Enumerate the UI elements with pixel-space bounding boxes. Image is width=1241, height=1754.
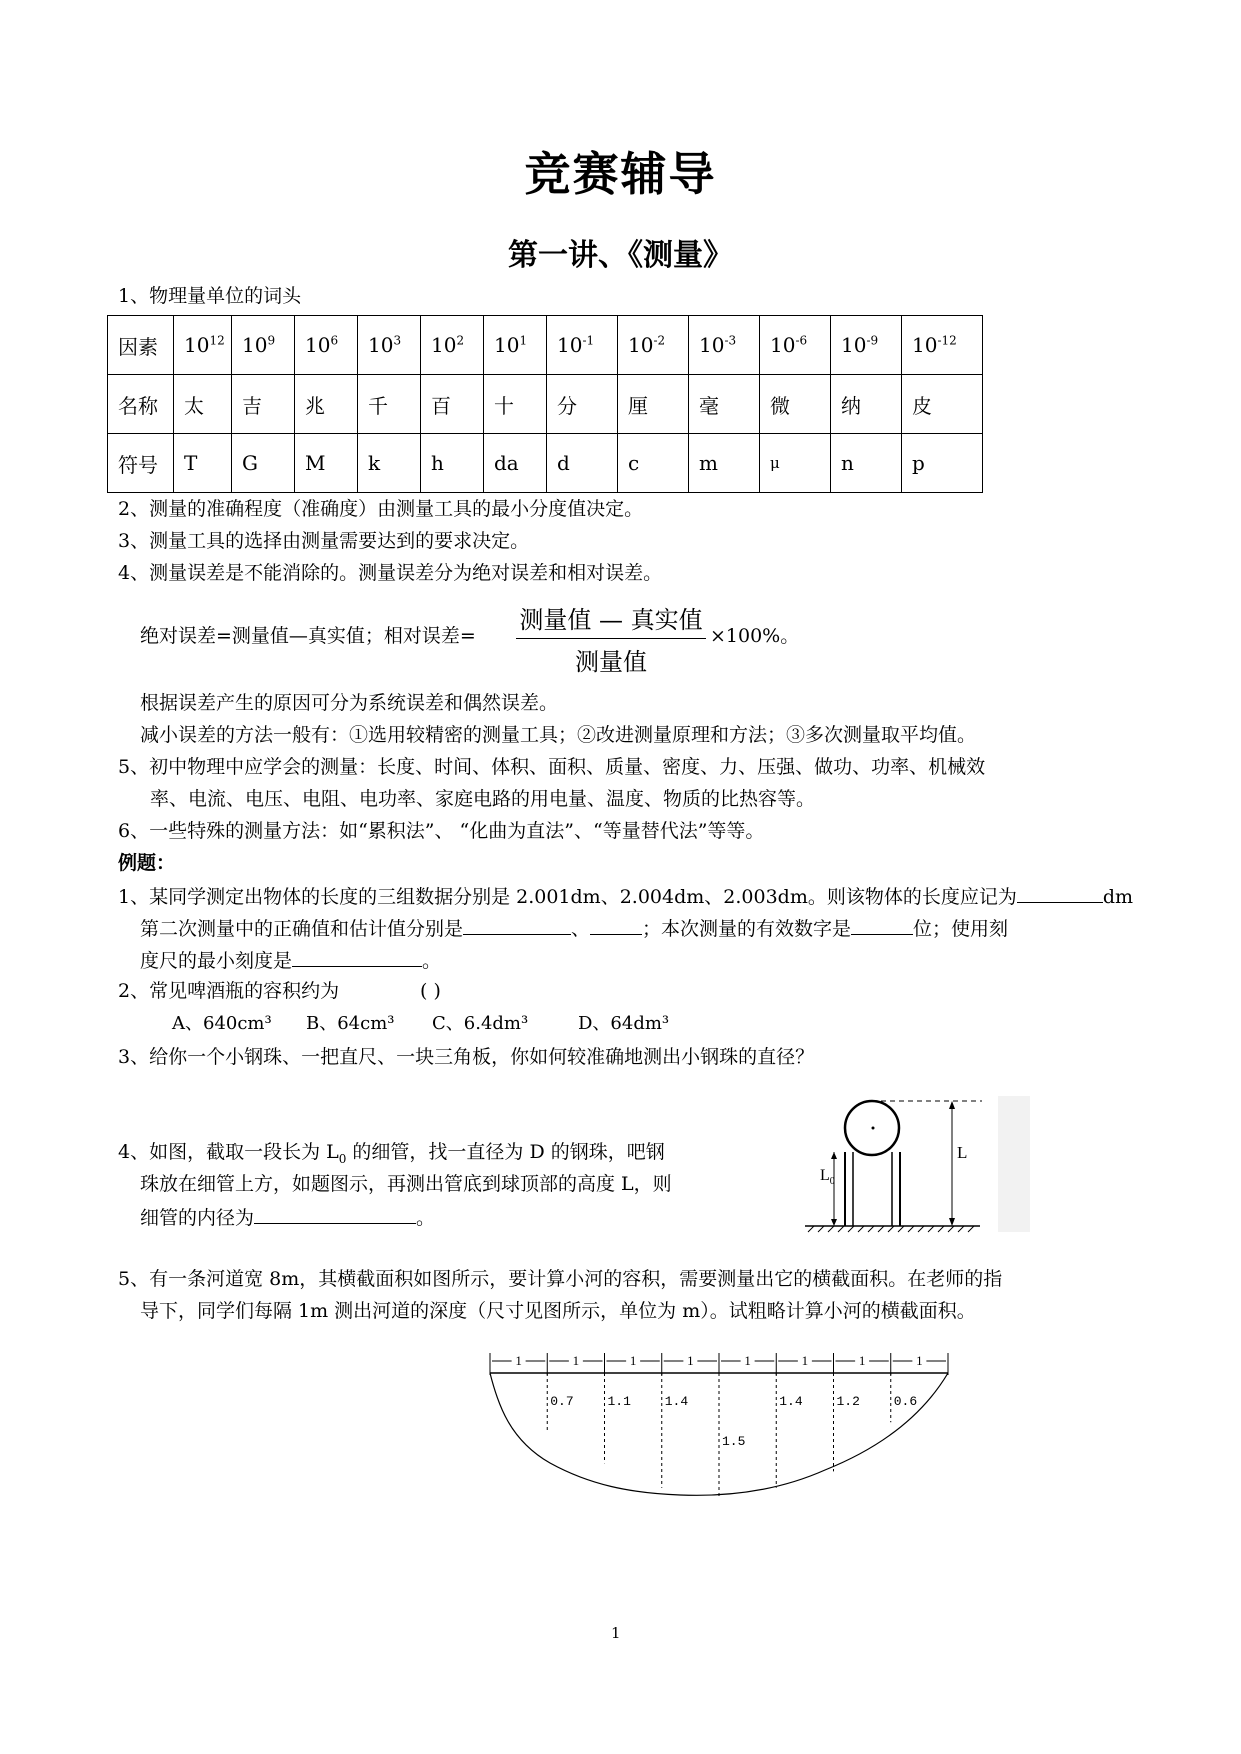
page-title: 竞赛辅导 (524, 147, 717, 201)
answer-blank (590, 916, 642, 935)
spacing-ruler (490, 1352, 948, 1375)
label-L: L (957, 1143, 968, 1162)
symbol-cell: μ (760, 434, 831, 493)
q2-option-a: A、640cm³ (172, 1013, 272, 1034)
q1-line2: 第二次测量中的正确值和估计值分别是 、 ；本次测量的有效数字是 位；使用刻 (140, 918, 1009, 940)
fraction-denominator: 测量值 (575, 648, 647, 676)
q2-text: 2、常见啤酒瓶的容积约为 (118, 980, 340, 1002)
formula-right: ×100%。 (710, 625, 800, 647)
q2-option-b: B、64cm³ (306, 1013, 395, 1034)
factor-cell: $10^6$ (295, 316, 358, 375)
point-3: 3、测量工具的选择由测量需要达到的要求决定。 (118, 530, 530, 552)
symbol-cell: k (358, 434, 421, 493)
spacing-label: 1 (572, 1353, 580, 1368)
point-2: 2、测量的准确程度（准确度）由测量工具的最小分度值决定。 (118, 498, 644, 520)
name-cell: 分 (547, 375, 618, 434)
table-row-factor (108, 316, 983, 375)
spacing-label: 1 (858, 1353, 866, 1368)
name-cell: 十 (484, 375, 547, 434)
q4-line1: 4、如图，截取一段长为 $L_0$ 的细管，找一直径为 D 的钢珠，吧钢 (118, 1141, 665, 1166)
relative-error-fraction (516, 600, 706, 677)
q4-line2: 珠放在细管上方，如题图示，再测出管底到球顶部的高度 L，则 (140, 1173, 672, 1195)
symbol-cell: h (421, 434, 484, 493)
q1-line1: 1、某同学测定出物体的长度的三组数据分别是 2.001dm、2.004dm、2.003dm。则该物体的长度应记为 dm (118, 886, 1134, 908)
tube (845, 1152, 900, 1226)
symbol-cell: d (547, 434, 618, 493)
factor-cell: $10^{-2}$ (618, 316, 689, 375)
ball-center (872, 1127, 875, 1130)
name-cell: 毫 (689, 375, 760, 434)
answer-blank (254, 1205, 416, 1224)
symbol-cell: da (484, 434, 547, 493)
label-L0: $L_0$ (820, 1167, 835, 1187)
row-header-factor: 因素 (108, 316, 174, 375)
factor-cell: $10^3$ (358, 316, 421, 375)
river-cross-section-figure (480, 1345, 960, 1515)
error-causes: 根据误差产生的原因可分为系统误差和偶然误差。 (140, 692, 559, 714)
q5-line2: 导下，同学们每隔 1m 测出河道的深度（尺寸见图所示，单位为 m）。试粗略计算小河的横截面积。 (140, 1300, 976, 1322)
prefix-table (107, 315, 983, 493)
name-cell: 厘 (618, 375, 689, 434)
factor-cell: $10^1$ (484, 316, 547, 375)
figure-gray-strip (998, 1096, 1030, 1232)
spacing-label: 1 (687, 1353, 694, 1368)
factor-cell: $10^9$ (232, 316, 295, 375)
depth-label: 0.6 (893, 1394, 918, 1409)
q5-line1: 5、有一条河道宽 8m，其横截面积如图所示，要计算小河的容积，需要测量出它的横截面积。在老师的指 (118, 1268, 1003, 1290)
spacing-label: 1 (629, 1353, 637, 1368)
answer-blank (1017, 884, 1103, 903)
q4-line3: 细管的内径为 。 (140, 1207, 436, 1229)
spacing-label: 1 (515, 1353, 522, 1368)
q2-answer-paren: ( ) (420, 980, 441, 1002)
name-cell: 兆 (295, 375, 358, 434)
point-5-line1: 5、初中物理中应学会的测量：长度、时间、体积、面积、质量、密度、力、压强、做功、功率、机械效 (118, 756, 986, 778)
depth-label: 1.4 (664, 1394, 689, 1409)
depth-label: 1.2 (836, 1394, 860, 1409)
depth-lines (547, 1373, 917, 1496)
formula-left: 绝对误差=测量值—真实值；相对误差= (140, 625, 476, 647)
symbol-cell: M (295, 434, 358, 493)
spacing-label: 1 (801, 1353, 809, 1368)
spacing-label: 1 (916, 1353, 923, 1368)
factor-cell: $10^{12}$ (174, 316, 232, 375)
error-reduction: 减小误差的方法一般有：①选用较精密的测量工具；②改进测量原理和方法；③多次测量取平均值。 (140, 724, 977, 746)
factor-cell: $10^2$ (421, 316, 484, 375)
row-header-symbol: 符号 (108, 434, 174, 493)
symbol-cell: T (174, 434, 232, 493)
q1-line3: 度尺的最小刻度是 。 (140, 950, 442, 972)
name-cell: 吉 (232, 375, 295, 434)
page-number: 1 (611, 1624, 621, 1642)
point-6: 6、一些特殊的测量方法：如“累积法”、 “化曲为直法”、“等量替代法”等等。 (118, 820, 765, 842)
table-row-name (108, 375, 983, 434)
symbol-cell: c (618, 434, 689, 493)
point-4: 4、测量误差是不能消除的。测量误差分为绝对误差和相对误差。 (118, 562, 663, 584)
factor-cell: $10^{-3}$ (689, 316, 760, 375)
depth-label: 1.5 (722, 1434, 746, 1449)
symbol-cell: p (902, 434, 983, 493)
factor-cell: $10^{-6}$ (760, 316, 831, 375)
factor-cell: $10^{-9}$ (831, 316, 902, 375)
name-cell: 太 (174, 375, 232, 434)
name-cell: 千 (358, 375, 421, 434)
spacing-label: 1 (744, 1353, 751, 1368)
ground-hatching (808, 1226, 974, 1232)
q2-option-d: D、64dm³ (578, 1013, 670, 1034)
depth-label: 0.7 (550, 1394, 574, 1409)
factor-cell: $10^{-1}$ (547, 316, 618, 375)
section-prefix-heading: 1、物理量单位的词头 (118, 285, 302, 307)
lecture-title: 第一讲、《测量》 (508, 238, 733, 273)
symbol-cell: n (831, 434, 902, 493)
name-cell: 微 (760, 375, 831, 434)
q2-option-c: C、6.4dm³ (432, 1013, 529, 1034)
answer-blank (463, 916, 571, 935)
table-row-symbol (108, 434, 983, 493)
depth-label: 1.4 (779, 1394, 803, 1409)
answer-blank (292, 948, 422, 967)
tube-ball-figure (800, 1090, 1040, 1240)
factor-cell: $10^{-12}$ (902, 316, 983, 375)
symbol-cell: m (689, 434, 760, 493)
q3-text: 3、给你一个小钢珠、一把直尺、一块三角板，你如何较准确地测出小钢珠的直径？ (118, 1046, 815, 1068)
fraction-numerator: 测量值 — 真实值 (516, 600, 706, 639)
point-5-line2: 率、电流、电压、电阻、电功率、家庭电路的用电量、温度、物质的比热容等。 (150, 788, 816, 810)
symbol-cell: G (232, 434, 295, 493)
examples-heading: 例题： (118, 852, 176, 874)
answer-blank (851, 916, 913, 935)
name-cell: 皮 (902, 375, 983, 434)
depth-label: 1.1 (607, 1394, 631, 1409)
name-cell: 纳 (831, 375, 902, 434)
name-cell: 百 (421, 375, 484, 434)
row-header-name: 名称 (108, 375, 174, 434)
